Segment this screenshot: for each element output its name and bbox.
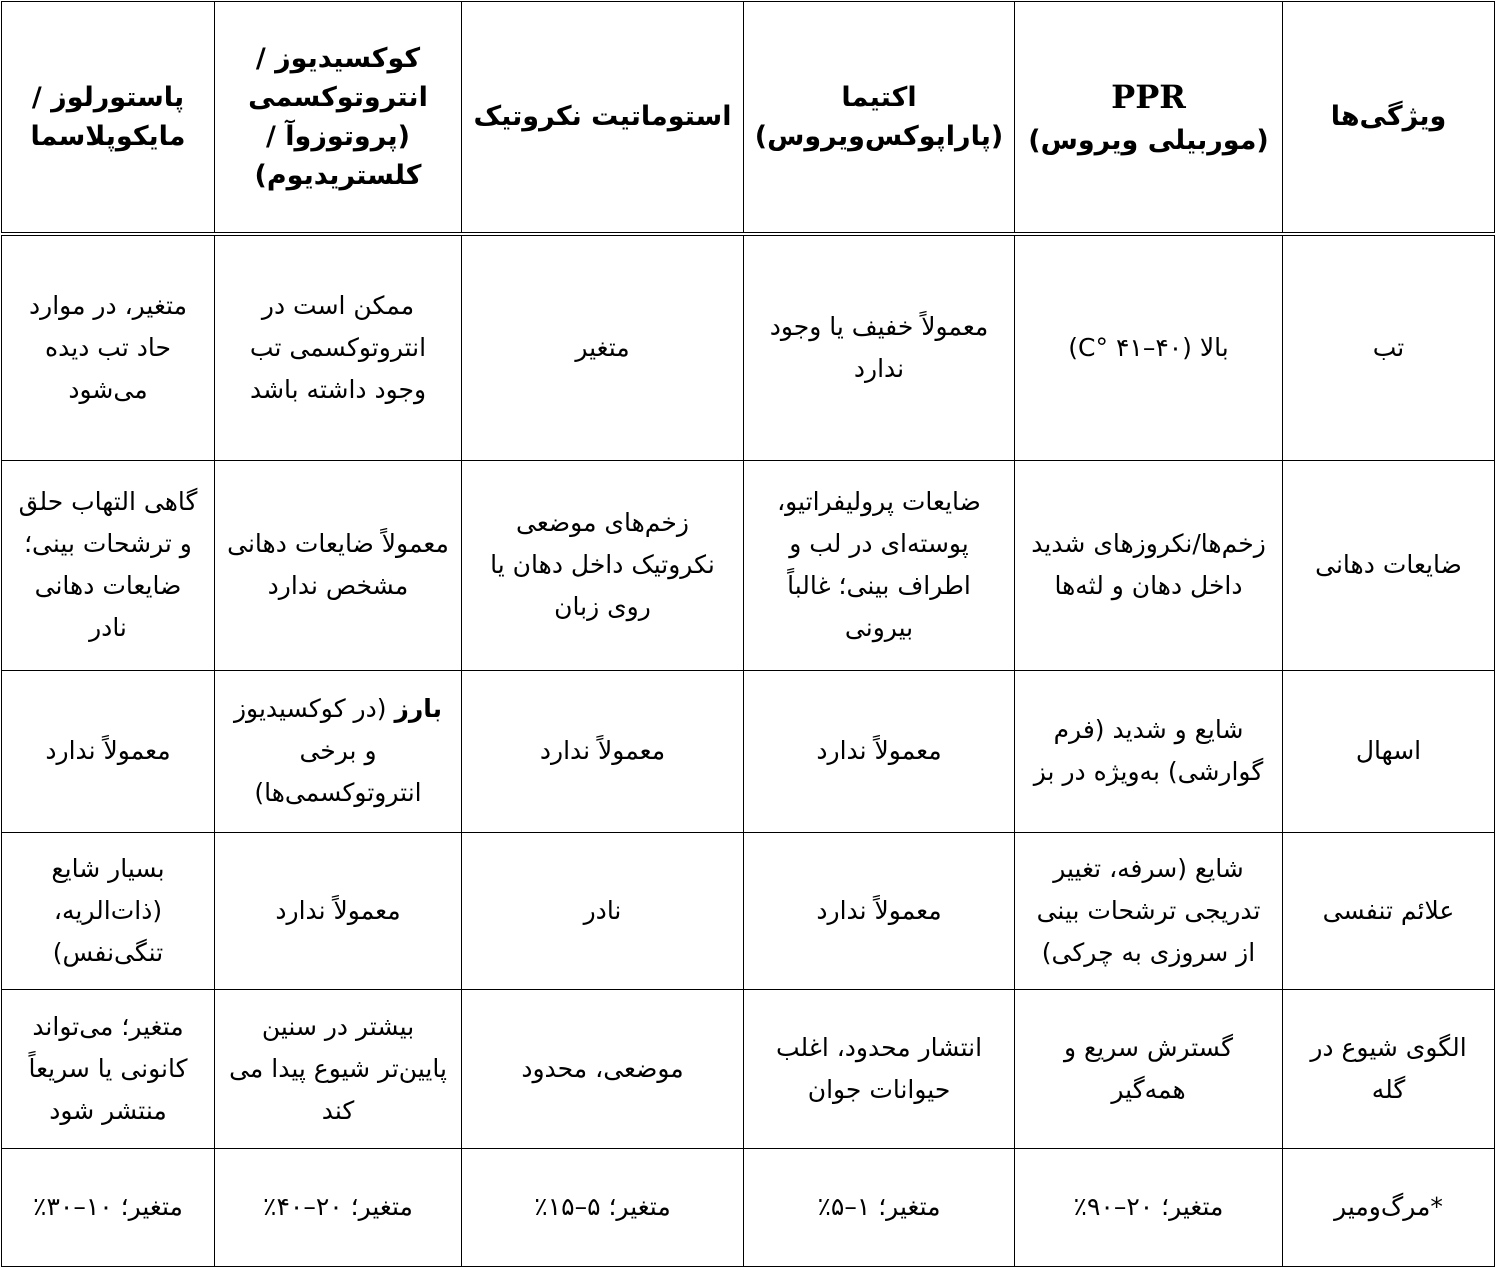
cell-stomatitis: زخم‌های موضعی نکروتیک داخل دهان یا روی زبان xyxy=(462,461,744,670)
cell-stomatitis: معمولاً ندارد xyxy=(462,670,744,832)
header-features: ویژگی‌ها xyxy=(1283,2,1495,235)
cell-coccidiosis-bold: بارز xyxy=(394,694,443,724)
header-stomatitis: استوماتیت نکروتیک xyxy=(462,2,744,235)
cell-feature: اسهال xyxy=(1283,670,1495,832)
cell-feature: تب xyxy=(1283,234,1495,461)
header-ecthyma-subtitle: (پاراپوکس‌ویروس) xyxy=(754,121,1004,153)
header-ppr-title: PPR xyxy=(1111,78,1186,117)
row-oral-lesions xyxy=(2,461,1495,670)
header-pasteurellosis: پاستورلوز / مایکوپلاسما xyxy=(2,2,215,235)
row-respiratory xyxy=(2,832,1495,989)
cell-ppr: زخم‌ها/نکروزهای شدید داخل دهان و لثه‌ها xyxy=(1015,461,1283,670)
cell-coccidiosis: معمولاً ضایعات دهانی مشخص ندارد xyxy=(215,461,462,670)
cell-stomatitis: نادر xyxy=(462,832,744,989)
cell-feature: *مرگ‌ومیر xyxy=(1283,1148,1495,1266)
cell-coccidiosis: ممکن است در انتروتوکسمی تب وجود داشته باشد xyxy=(215,234,462,461)
cell-ecthyma: معمولاً ندارد xyxy=(744,832,1015,989)
cell-pasteurellosis: گاهی التهاب حلق و ترشحات بینی؛ ضایعات دهانی نادر xyxy=(2,461,215,670)
cell-coccidiosis: متغیر؛ ۲۰–۴۰٪ xyxy=(215,1148,462,1266)
header-ecthyma xyxy=(744,2,1015,235)
cell-stomatitis: موضعی، محدود xyxy=(462,990,744,1148)
header-row xyxy=(2,2,1495,235)
cell-pasteurellosis: بسیار شایع (ذات‌الریه، تنگی‌نفس) xyxy=(2,832,215,989)
cell-ppr: شایع (سرفه، تغییر تدریجی ترشحات بینی از سروزی به چرکی) xyxy=(1015,832,1283,989)
cell-ecthyma: ضایعات پرولیفراتیو، پوسته‌ای در لب و اطراف بینی؛ غالباً بیرونی xyxy=(744,461,1015,670)
cell-ecthyma: متغیر؛ ۱–۵٪ xyxy=(744,1148,1015,1266)
cell-ppr: متغیر؛ ۲۰–۹۰٪ xyxy=(1015,1148,1283,1266)
cell-coccidiosis: بیشتر در سنین پایین‌تر شیوع پیدا می کند xyxy=(215,990,462,1148)
header-ppr xyxy=(1015,2,1283,235)
cell-pasteurellosis: متغیر، در موارد حاد تب دیده می‌شود xyxy=(2,234,215,461)
cell-coccidiosis xyxy=(215,670,462,832)
header-ecthyma-title: اکتیما xyxy=(841,81,917,113)
header-coccidiosis: کوکسیدیوز / انتروتوکسمی (پروتوزوآ / کلستریدیوم) xyxy=(215,2,462,235)
cell-coccidiosis-rest: (در کوکسیدیوز و برخی انتروتوکسمی‌ها) xyxy=(233,694,422,808)
cell-pasteurellosis: متغیر؛ ۱۰–۳۰٪ xyxy=(2,1148,215,1266)
row-fever xyxy=(2,234,1495,461)
cell-ecthyma: معمولاً ندارد xyxy=(744,670,1015,832)
cell-feature: علائم تنفسی xyxy=(1283,832,1495,989)
row-mortality xyxy=(2,1148,1495,1266)
cell-ppr: شایع و شدید (فرم گوارشی) به‌ویژه در بز xyxy=(1015,670,1283,832)
comparison-table xyxy=(1,1,1495,1267)
cell-stomatitis: متغیر؛ ۵–۱۵٪ xyxy=(462,1148,744,1266)
cell-ppr: بالا (۴۰–۴۱ °C) xyxy=(1015,234,1283,461)
header-ppr-subtitle: (موربیلی ویروس) xyxy=(1028,124,1269,156)
cell-ecthyma: معمولاً خفیف یا وجود ندارد xyxy=(744,234,1015,461)
cell-stomatitis: متغیر xyxy=(462,234,744,461)
cell-feature: ضایعات دهانی xyxy=(1283,461,1495,670)
cell-pasteurellosis: متغیر؛ می‌تواند کانونی یا سریعاً منتشر شود xyxy=(2,990,215,1148)
cell-ecthyma: انتشار محدود، اغلب حیوانات جوان xyxy=(744,990,1015,1148)
row-diarrhea xyxy=(2,670,1495,832)
cell-feature: الگوی شیوع در گله xyxy=(1283,990,1495,1148)
cell-ppr: گسترش سریع و همه‌گیر xyxy=(1015,990,1283,1148)
row-herd-pattern xyxy=(2,990,1495,1148)
cell-coccidiosis: معمولاً ندارد xyxy=(215,832,462,989)
cell-pasteurellosis: معمولاً ندارد xyxy=(2,670,215,832)
